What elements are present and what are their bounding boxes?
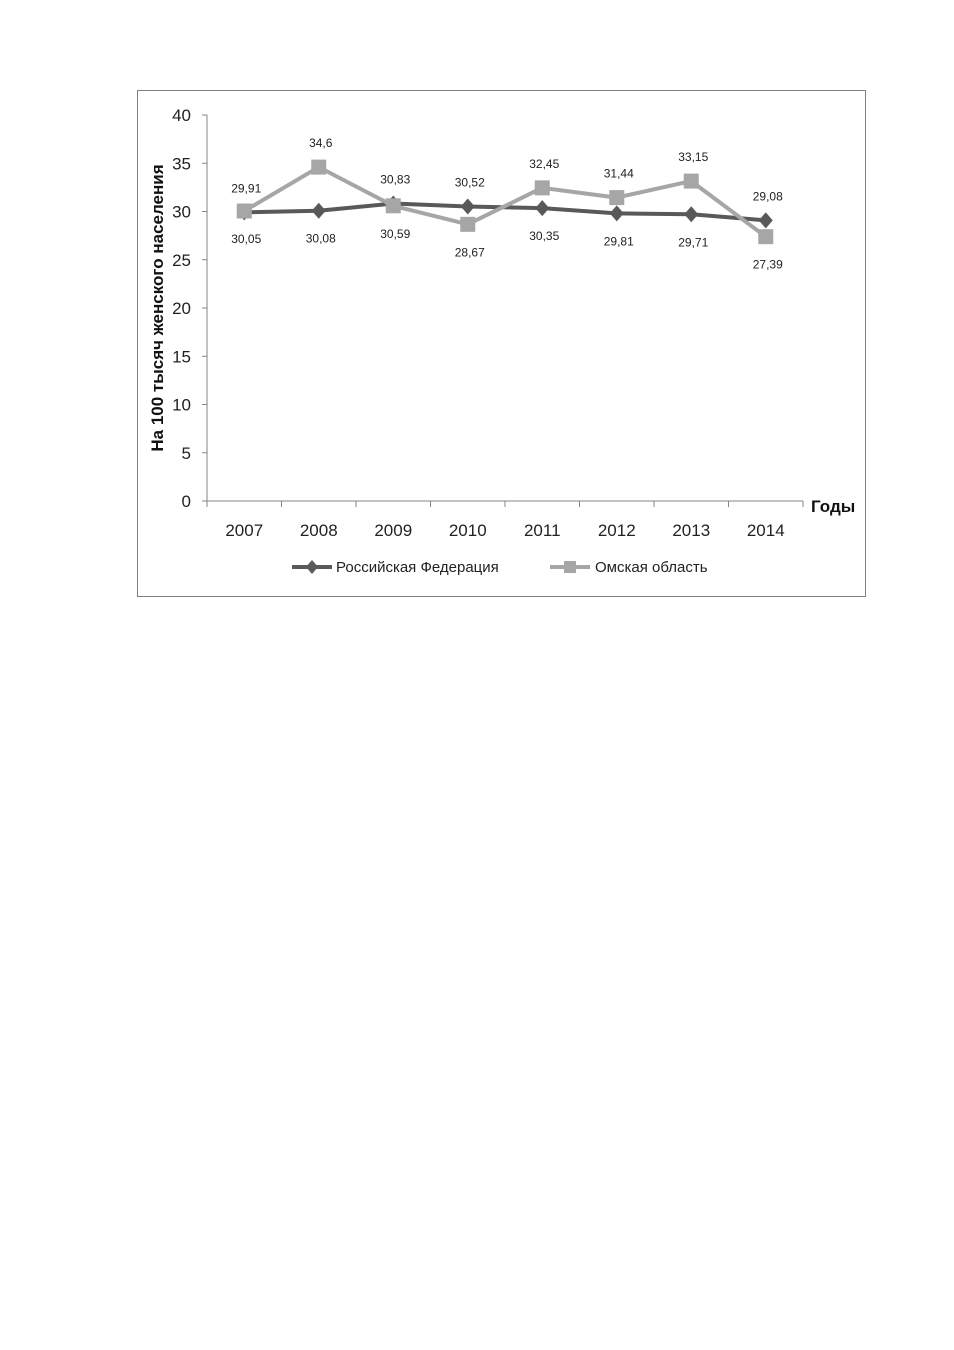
data-point-diamond xyxy=(610,205,624,221)
legend-marker-square xyxy=(564,561,576,573)
x-tick-label: 2008 xyxy=(299,521,338,540)
data-label: 32,45 xyxy=(529,156,560,171)
data-point-square xyxy=(535,180,550,195)
line-chart xyxy=(138,91,867,598)
data-label: 30,08 xyxy=(305,231,336,246)
y-tick-label: 25 xyxy=(172,250,191,270)
x-tick-label: 2013 xyxy=(672,521,711,540)
data-label: 31,44 xyxy=(603,166,634,181)
x-tick-label: 2012 xyxy=(597,521,636,540)
data-label: 27,39 xyxy=(752,257,783,272)
chart-frame xyxy=(137,90,866,597)
x-axis xyxy=(207,501,803,540)
data-label: 28,67 xyxy=(454,245,485,260)
data-label: 29,81 xyxy=(603,234,634,249)
data-point-square xyxy=(311,160,326,175)
y-axis-title: На 100 тысяч женского населения xyxy=(148,164,167,452)
y-tick-label: 10 xyxy=(172,395,191,415)
data-point-square xyxy=(386,198,401,213)
legend-marker-diamond xyxy=(306,560,318,574)
data-label: 33,15 xyxy=(678,150,709,165)
legend-label: Омская область xyxy=(595,559,708,576)
data-point-square xyxy=(609,190,624,205)
y-tick-label: 40 xyxy=(172,106,191,125)
x-tick-label: 2009 xyxy=(374,521,413,540)
y-axis xyxy=(172,106,207,511)
data-label: 30,83 xyxy=(380,172,411,187)
y-tick-label: 30 xyxy=(172,202,191,222)
y-tick-label: 0 xyxy=(181,492,191,511)
data-label: 30,52 xyxy=(454,175,485,190)
data-point-square xyxy=(460,217,475,232)
y-tick-label: 15 xyxy=(172,347,191,367)
x-tick-label: 2011 xyxy=(523,521,561,540)
data-label: 29,08 xyxy=(752,189,783,204)
x-axis-title: Годы xyxy=(811,497,856,516)
data-label: 34,6 xyxy=(309,136,333,151)
y-tick-label: 35 xyxy=(172,154,191,174)
y-tick-label: 5 xyxy=(181,443,191,463)
data-point-diamond xyxy=(759,212,773,228)
data-point-square xyxy=(758,229,773,244)
legend-label: Российская Федерация xyxy=(336,559,499,576)
data-point-square xyxy=(237,204,252,219)
data-point-diamond xyxy=(312,203,326,219)
data-label: 29,91 xyxy=(231,181,262,196)
data-label: 30,35 xyxy=(529,229,560,244)
data-label: 30,05 xyxy=(231,232,262,247)
data-label: 29,71 xyxy=(678,235,709,250)
data-point-square xyxy=(684,174,699,189)
x-tick-label: 2010 xyxy=(448,521,487,540)
x-tick-label: 2007 xyxy=(225,521,264,540)
x-tick-label: 2014 xyxy=(746,521,785,540)
data-label: 30,59 xyxy=(380,226,411,241)
data-point-diamond xyxy=(684,206,698,222)
data-point-diamond xyxy=(461,198,475,214)
data-point-diamond xyxy=(535,200,549,216)
legend xyxy=(292,559,708,576)
y-tick-label: 20 xyxy=(172,299,191,318)
